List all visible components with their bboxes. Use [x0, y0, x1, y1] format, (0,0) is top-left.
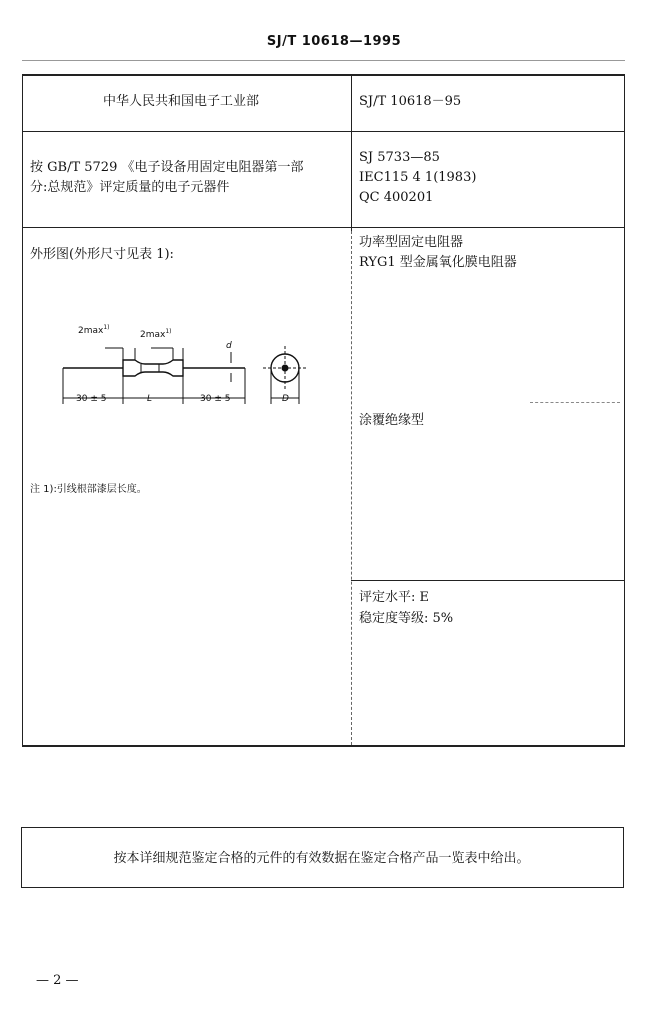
assessment-level: 评定水平: E — [359, 590, 430, 605]
product-model: RYG1 型金属氧化膜电阻器 — [359, 255, 517, 270]
product-category: 功率型固定电阻器 — [359, 235, 464, 250]
ministry-name: 中华人民共和国电子工业部 — [103, 94, 260, 109]
page-number: — 2 — — [36, 973, 79, 988]
dim-2max-right: $2\max^{1)}$ — [140, 328, 172, 340]
ref-standard-1: SJ 5733—85 — [359, 150, 440, 165]
table-row2-divider — [22, 227, 625, 228]
table-column-divider — [351, 74, 352, 231]
table-right-dashed-mark — [530, 402, 620, 403]
table-row1-divider — [22, 131, 625, 132]
basis-line-1: 按 GB/T 5729 《电子设备用固定电阻器第一部 — [30, 160, 304, 175]
table-left-border — [22, 74, 23, 746]
basis-line-2: 分:总规范》评定质量的电子元器件 — [30, 180, 230, 195]
table-column-divider-dashed — [351, 231, 352, 745]
table-top-border — [22, 74, 625, 76]
coating-type: 涂覆绝缘型 — [359, 413, 425, 428]
drawing-title: 外形图(外形尺寸见表 1): — [30, 247, 174, 262]
dim-D-label: D — [282, 394, 289, 404]
table-right-subdivider — [351, 580, 625, 581]
table-right-border — [624, 74, 625, 746]
drawing-footnote: 注 1):引线根部漆层长度。 — [30, 484, 147, 495]
standard-code-header: SJ/T 10618—1995 — [266, 34, 402, 49]
qualification-note-text: 按本详细规范鉴定合格的元件的有效数据在鉴定合格产品一览表中给出。 — [113, 851, 530, 866]
ref-standard-3: QC 400201 — [359, 190, 434, 205]
ref-standard-2: IEC115 4 1(1983) — [359, 170, 477, 185]
header-rule — [22, 60, 625, 61]
stability-class: 稳定度等级: 5% — [359, 611, 454, 626]
standard-number: SJ/T 10618－95 — [359, 94, 462, 109]
dim-lead-right-length: 30 ± 5 — [200, 394, 231, 404]
dim-lead-left-length: 30 ± 5 — [76, 394, 107, 404]
dim-2max-left: $2\max^{1)}$ — [78, 324, 110, 336]
table-bottom-border — [22, 745, 625, 747]
dim-body-length: L — [147, 394, 153, 404]
dim-d-label: d — [226, 341, 232, 351]
